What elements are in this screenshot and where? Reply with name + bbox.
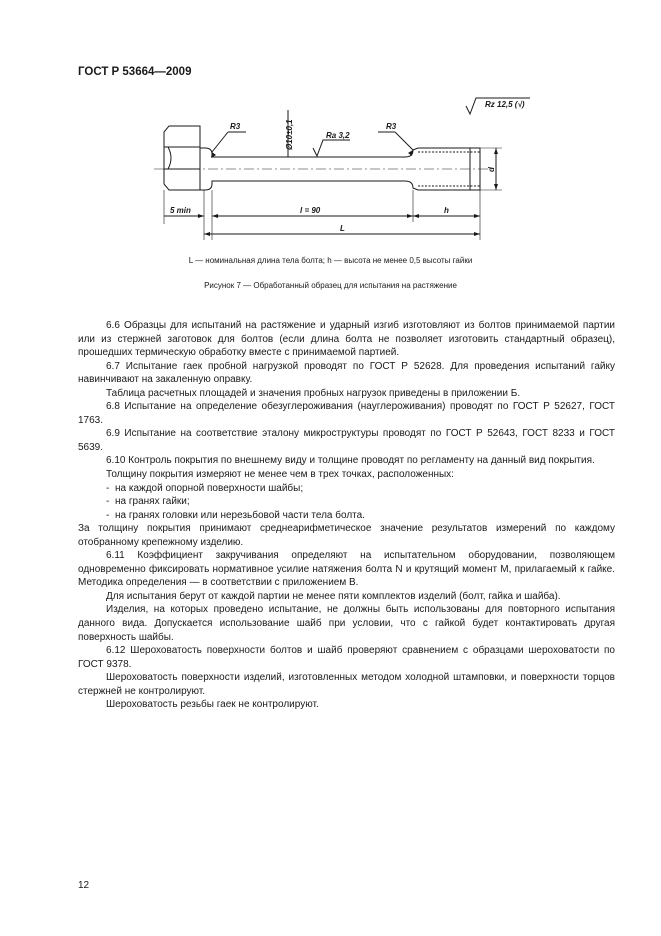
paragraph: Таблица расчетных площадей и значения пробных нагрузок приведены в приложении Б. [106,387,521,399]
body-text [78,319,615,712]
list-item-text: на каждой опорной поверхности шайбы; [115,482,304,494]
min-5-label: 5 min [170,206,191,215]
paragraph: Толщину покрытия измеряют не менее чем в трех точках, расположенных: [106,469,454,481]
list-item-text: на гранях головки или нерезьбовой части тела болта. [115,509,365,521]
list-marker: - [106,496,110,508]
paragraph: За толщину покрытия принимают среднеарифметическое значение результатов измерений по каждому отобранному крепежному изделию. [78,523,615,548]
paragraph-6-8: 6.8 Испытание на определение обезуглероживания (науглероживания) проводят по ГОСТ Р 52627, ГОСТ 1763. [78,401,615,426]
list-marker: - [106,509,110,521]
figure-caption: Рисунок 7 — Обработанный образец для испытания на растяжение [204,281,457,290]
L-dim-label: L [340,224,345,233]
paragraph: Шероховатость поверхности изделий, изготовленных методом холодной штамповки, и поверхности торцов стержней не контролируют. [78,672,615,697]
roughness-shank-label: Ra 3,2 [326,131,350,140]
roughness-general-label: Rz 12,5 (√) [485,100,525,109]
paragraph: Шероховатость резьбы гаек не контролируют. [106,699,319,711]
bolt-head [164,126,200,190]
paragraph-6-7: 6.7 Испытание гаек пробной нагрузкой проводят по ГОСТ Р 52628. Для проведения испытаний гайку навинчивают на закаленную оправку. [78,360,615,386]
list-item-text: на гранях гайки; [115,496,190,508]
paragraph-6-6: 6.6 Образцы для испытаний на растяжение и ударный изгиб изготовляют из болтов принимаемой партии или из стержней заготовок для болтов (если длина болта не позволяет изготовить стандартный образец), прошедших термическую обработку вместе с принимаемой партией. [78,320,615,359]
paragraph: Изделия, на которых проведено испытание, не должны быть использованы для повторного испытания данного вида. Допускается использование шайб при условии, что с гайкой будет контактировать другая поверхность шайбы. [78,604,615,643]
figure-legend: L — номинальная длина тела болта; h — высота не менее 0,5 высоты гайки [188,256,473,265]
paragraph-6-10: 6.10 Контроль покрытия по внешнему виду и толщине проводят по регламенту на данный вид покрытия. [106,455,595,467]
diameter-label: Ø10±0,1 [285,119,294,150]
l-dim-label: l = 90 [300,206,321,215]
page-number: 12 [78,880,90,891]
document-header: ГОСТ Р 53664—2009 [78,66,192,78]
list-item [78,509,615,523]
paragraph-6-12: 6.12 Шероховатость поверхности болтов и шайб проверяют сравнением с образцами шероховатости по ГОСТ 9378. [78,645,615,670]
list-item [78,482,615,496]
h-dim-label: h [444,206,449,215]
thread-d-label: d [487,167,496,172]
paragraph-6-9: 6.9 Испытание на соответствие эталону микроструктуры проводят по ГОСТ Р 52643, ГОСТ 8233 и ГОСТ 5639. [78,428,615,453]
radius-left-label: R3 [230,122,241,131]
list-item [78,495,615,509]
list-marker: - [106,482,110,494]
paragraph-6-11: 6.11 Коэффициент закручивания определяют на испытательном оборудовании, позволяющем одновременно фиксировать нормативное усилие натяжения болта N и крутящий момент M, прилагаемый к гайке. Методика определения — в соответствии с приложением В. [78,550,615,589]
radius-right-label: R3 [386,122,397,131]
bolt-specimen-drawing [150,92,530,302]
paragraph: Для испытания берут от каждой партии не менее пяти комплектов изделий (болт, гайка и шайба). [106,590,561,602]
